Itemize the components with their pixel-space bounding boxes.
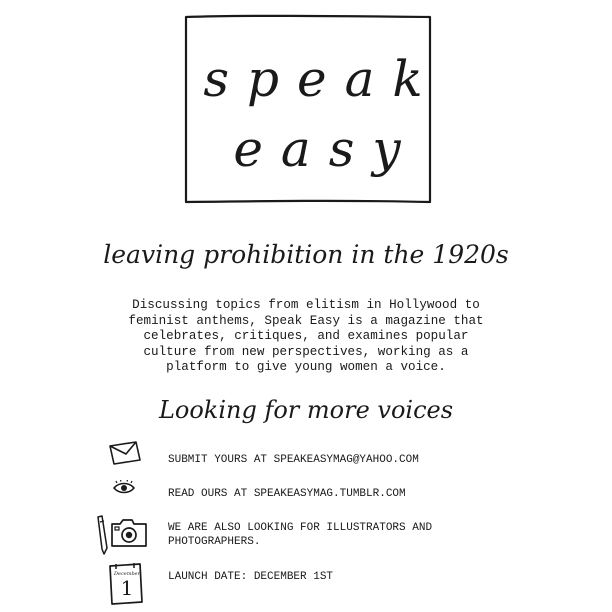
section-heading: Looking for more voices: [158, 396, 454, 424]
list-item-launch: LAUNCH DATE: DECEMBER 1ST: [168, 571, 334, 583]
description: Discussing topics from elitism in Hollywood to feminist anthems, Speak Easy is a magazine that celebrates, critiques, and examines popular culture from new perspectives, working as a platform to give young women a voice.: [128, 298, 484, 374]
logo-word-easy: easy: [233, 120, 419, 178]
pencil-camera-icon: [94, 514, 152, 556]
calendar-month: December: [113, 571, 141, 577]
list-item-looking: WE ARE ALSO LOOKING FOR ILLUSTRATORS AND PHOTOGRAPHERS.: [168, 522, 433, 548]
logo: [184, 14, 441, 204]
calendar-day: 1: [120, 576, 134, 600]
tagline: leaving prohibition in the 1920s: [103, 240, 509, 269]
envelope-icon: [108, 440, 142, 466]
calendar-icon: [106, 562, 146, 606]
list-item-submit: SUBMIT YOURS AT SPEAKEASYMAG@YAHOO.COM: [168, 454, 419, 466]
eye-icon: [112, 480, 136, 496]
logo-word-speak: speak: [203, 50, 441, 108]
list-item-read: READ OURS AT SPEAKEASYMAG.TUMBLR.COM: [168, 488, 406, 500]
